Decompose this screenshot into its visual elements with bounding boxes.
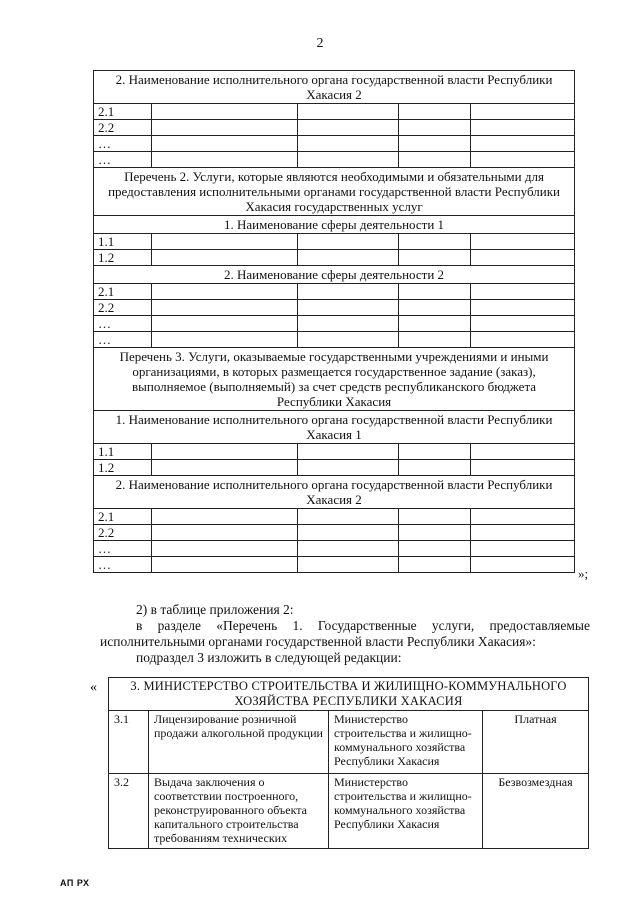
empty-cell	[399, 250, 471, 266]
list-row	[94, 136, 575, 152]
empty-cell	[152, 284, 298, 300]
empty-cell	[399, 525, 471, 541]
empty-cell	[399, 332, 471, 348]
ministry-services-table	[108, 677, 589, 849]
empty-cell	[152, 332, 298, 348]
row-number: 1.2	[94, 250, 152, 266]
service-organ: Министерство строительства и жилищно-коммунального хозяйства Республики Хакасия	[329, 774, 483, 849]
section-header: 2. Наименование исполнительного органа государственной власти Республики Хакасия 2	[94, 71, 575, 104]
paragraph-section-line1: в разделе «Перечень 1. Государственные услуги, предоставляемые	[136, 618, 590, 633]
empty-cell	[471, 120, 575, 136]
empty-cell	[152, 460, 298, 476]
list-row	[94, 444, 575, 460]
ministry-title-row	[109, 678, 589, 711]
list-row	[94, 316, 575, 332]
list-row	[94, 332, 575, 348]
service-type: Платная	[483, 711, 589, 774]
empty-cell	[471, 152, 575, 168]
empty-cell	[471, 316, 575, 332]
paragraph-subsection: подраздел 3 изложить в следующей редакции:	[136, 650, 402, 665]
empty-cell	[298, 557, 399, 573]
section-header: Перечень 3. Услуги, оказываемые государственными учреждениями и иными организациями, в которых размещается государственное задание (заказ), выполняемое (выполняемый) за счет средств республиканского бюджета Республики Хакасия	[94, 348, 575, 411]
list-row	[94, 234, 575, 250]
empty-cell	[399, 120, 471, 136]
section-header: 2. Наименование исполнительного органа государственной власти Республики Хакасия 2	[94, 476, 575, 509]
list-row	[94, 104, 575, 120]
closing-quote-mark: »;	[578, 566, 589, 581]
empty-cell	[471, 460, 575, 476]
empty-cell	[399, 557, 471, 573]
empty-cell	[152, 509, 298, 525]
empty-cell	[298, 509, 399, 525]
service-number: 3.1	[109, 711, 149, 774]
section-header-row	[94, 411, 575, 444]
ministry-title: 3. МИНИСТЕРСТВО СТРОИТЕЛЬСТВА И ЖИЛИЩНО-КОММУНАЛЬНОГО ХОЗЯЙСТВА РЕСПУБЛИКИ ХАКАСИЯ	[109, 678, 589, 711]
row-number: …	[94, 332, 152, 348]
empty-cell	[399, 136, 471, 152]
empty-cell	[471, 444, 575, 460]
row-number: 2.2	[94, 300, 152, 316]
empty-cell	[298, 234, 399, 250]
empty-cell	[298, 541, 399, 557]
list-row	[94, 460, 575, 476]
empty-cell	[399, 284, 471, 300]
empty-cell	[298, 460, 399, 476]
row-number: 2.1	[94, 284, 152, 300]
row-number: …	[94, 152, 152, 168]
empty-cell	[152, 136, 298, 152]
empty-cell	[298, 120, 399, 136]
section-header-row	[94, 348, 575, 411]
service-name: Выдача заключения о соответствии построенного, реконструированного объекта капитального строительства требованиям технических	[149, 774, 329, 849]
list-row	[94, 250, 575, 266]
opening-quote-mark: «	[90, 680, 97, 695]
row-number: 2.1	[94, 104, 152, 120]
section-header-row	[94, 476, 575, 509]
empty-cell	[399, 541, 471, 557]
empty-cell	[152, 152, 298, 168]
section-header-row	[94, 266, 575, 284]
row-number: 1.1	[94, 444, 152, 460]
empty-cell	[298, 444, 399, 460]
row-number: …	[94, 316, 152, 332]
empty-cell	[152, 557, 298, 573]
empty-cell	[471, 300, 575, 316]
empty-cell	[152, 250, 298, 266]
empty-cell	[471, 284, 575, 300]
empty-cell	[298, 284, 399, 300]
empty-cell	[471, 104, 575, 120]
service-type: Безвозмездная	[483, 774, 589, 849]
empty-cell	[399, 104, 471, 120]
empty-cell	[471, 509, 575, 525]
section-header-row	[94, 168, 575, 216]
empty-cell	[152, 300, 298, 316]
empty-cell	[399, 509, 471, 525]
row-number: …	[94, 557, 152, 573]
empty-cell	[298, 152, 399, 168]
row-number: 1.2	[94, 460, 152, 476]
paragraph-item-2: 2) в таблице приложения 2:	[136, 602, 294, 617]
empty-cell	[399, 234, 471, 250]
list-row	[94, 509, 575, 525]
empty-cell	[471, 557, 575, 573]
empty-cell	[471, 541, 575, 557]
row-number: …	[94, 541, 152, 557]
page-number: 2	[316, 36, 324, 51]
empty-cell	[298, 300, 399, 316]
empty-cell	[471, 250, 575, 266]
empty-cell	[152, 444, 298, 460]
paragraph-section-line2: исполнительными органами государственной власти Республики Хакасия»:	[100, 634, 536, 649]
empty-cell	[471, 234, 575, 250]
list-row	[94, 152, 575, 168]
empty-cell	[471, 525, 575, 541]
list-row	[94, 120, 575, 136]
empty-cell	[152, 104, 298, 120]
service-number: 3.2	[109, 774, 149, 849]
service-row	[109, 774, 589, 849]
empty-cell	[399, 300, 471, 316]
service-organ: Министерство строительства и жилищно-коммунального хозяйства Республики Хакасия	[329, 711, 483, 774]
section-header-row	[94, 216, 575, 234]
empty-cell	[399, 316, 471, 332]
row-number: 2.1	[94, 509, 152, 525]
empty-cell	[471, 332, 575, 348]
row-number: 1.1	[94, 234, 152, 250]
list-row	[94, 300, 575, 316]
empty-cell	[152, 541, 298, 557]
list-row	[94, 541, 575, 557]
empty-cell	[298, 250, 399, 266]
empty-cell	[298, 104, 399, 120]
list-row	[94, 557, 575, 573]
section-header-row	[94, 71, 575, 104]
empty-cell	[152, 234, 298, 250]
footer-code: АП РХ	[60, 878, 90, 888]
empty-cell	[298, 136, 399, 152]
empty-cell	[298, 316, 399, 332]
service-row	[109, 711, 589, 774]
empty-cell	[399, 460, 471, 476]
services-list-table	[93, 70, 575, 573]
section-header: 1. Наименование исполнительного органа государственной власти Республики Хакасия 1	[94, 411, 575, 444]
section-header: 2. Наименование сферы деятельности 2	[94, 266, 575, 284]
section-header: Перечень 2. Услуги, которые являются необходимыми и обязательными для предоставления исполнительными органами государственной власти Республики Хакасия государственных услуг	[94, 168, 575, 216]
list-row	[94, 525, 575, 541]
empty-cell	[152, 525, 298, 541]
empty-cell	[152, 120, 298, 136]
empty-cell	[298, 525, 399, 541]
list-row	[94, 284, 575, 300]
section-header: 1. Наименование сферы деятельности 1	[94, 216, 575, 234]
empty-cell	[471, 136, 575, 152]
empty-cell	[152, 316, 298, 332]
empty-cell	[399, 152, 471, 168]
row-number: …	[94, 136, 152, 152]
row-number: 2.2	[94, 120, 152, 136]
paragraph-section-reference	[100, 618, 590, 650]
empty-cell	[298, 332, 399, 348]
service-name: Лицензирование розничной продажи алкогольной продукции	[149, 711, 329, 774]
row-number: 2.2	[94, 525, 152, 541]
empty-cell	[399, 444, 471, 460]
